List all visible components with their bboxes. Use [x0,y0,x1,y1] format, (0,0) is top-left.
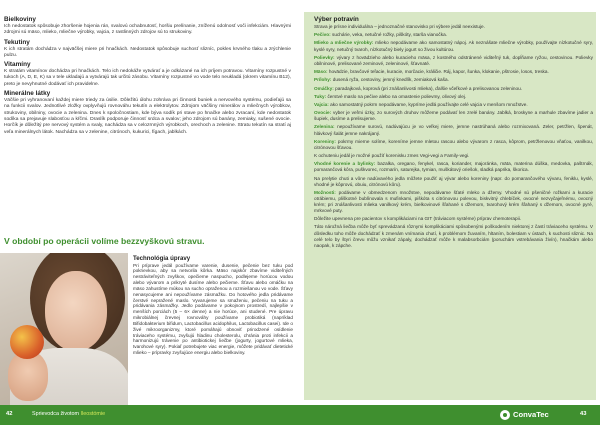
section-minerals [4,90,291,136]
right-footer [300,405,600,425]
food-item-text: nepoužívame surovú, nadúvajúcu je vo veľkej miere, jemne nastrúhaná alebo rozmixovaná. Zeler, petržlen, špenát, hlávkový šalát jemne nakrájaný. [314,124,593,136]
food-item [314,153,593,159]
section-title: Bielkoviny [4,16,36,23]
technology-column [133,255,293,356]
food-item-text: hovädzie, bravčové teľacie, kuracie, morčacie, králičie. Ráj, kapor, šunka, klokanie, pštrosie, losos, treska. [327,69,549,75]
left-text-column [4,14,291,137]
food-item [314,139,593,151]
food-item-text: vyber je veľmi úzky, zo surových druhov môžeme podávať len zrelé banány. Jablká, broskyne a marhule zbavíme jadier a šupiek, dusíme a prelisujeme. [314,110,593,122]
food-item [314,86,593,92]
food-item-text: K ochuteniu jedál je možné použiť korenisku zmes Vegi-vegi a Family-vegi. [314,153,470,159]
food-item-list [314,32,593,248]
food-item [314,176,593,188]
section-proteins [4,16,291,37]
section-text: K ich stratám dochádza v najväčšej miere pri hnačkách. Nedostatok spôsobuje suchosť slizníc, pokles krvného tlaku a zrýchlenie pulzu. [4,46,291,58]
food-item-text: paradajková, koprová (pri znášanlivosti mlieka), ďalšie včeľkové a prelisovanou zeleninou. [333,85,523,91]
food-item [314,69,593,75]
section-text: Väčšie pri vyhranovaní každej miere triedy za úsilie. Dôležitú úlohu zohráva pri činnosti buniek a nervového systému, podieľajú sa na funkcii svalov. Jednotlivé zložky ovplyvňujú rovnováhu tekutín a elektrolytov. Zdrojom väčšiny minerálov a mliečnych výrobkov, strukoviny, obilniny, ovocie a zelenina. Dnes k spoločnostiam, kde býva sodík pri stave po hnačke alebo zvracaní, kde nedostatok sodíka sa prejavuje slabosťou a kŕčmi. Draslík podporuje činnosť srdca a svalov; jeho zdrojom sú banány, zemiaky, sušené ovocie. Horčík je dôležitý pre nervový systém a svaly, nachádza sa v celozrnných výrobkoch, orechoch a zelenine. Stratu tekutín sa stratí aj veľa minerálnych látok. Nachádza sa v zelenine, citrónoch, kukurici, fígach, jablkách. [4,98,291,135]
food-item-text: vývary z hovädzieho alebo kuracieho mäsa, z kostného odstránené viditeľný tuk, dopĺňame ryžou, cestovinou. Polievky obilninové, prelisované zeminové, zeleninové, šťavnaté. [314,54,593,66]
technology-title: Technológia úpravy [133,255,191,262]
food-item-label: Koreniny: [314,138,336,144]
page-number: 42 [6,411,13,417]
section-title: Tekutiny [4,38,30,46]
food-item-label: Mäso: [314,69,328,75]
food-item-label: Zelenina: [314,124,335,130]
food-item [314,55,593,67]
food-item-label: Možnosti: [314,189,336,195]
food-item-text: čerstvé maslo na pečive alebo na omastenie polievmy, olivový olej. [326,93,467,99]
food-selection-title: Výber potravín [314,16,359,23]
food-item-label: Pečivo: [314,32,331,38]
food-item-text: Táto nárožná liečba môže byť sprevádzaná rôznymi komplikáciami spôsobenými poškodením niektorej z častí tráviaceho systému. V dôsledku toho môže dochádzať k zmenám vnímania chutí, k problémom žuvaním, hltaním, bolestiam v ústach, k suchosti sliznic. Na celé telo by štyri črevu môžu vznikať zápaly, dochádzať môže k malabsorbciám (poruchám vstrebávania živín), hnačkám alebo naopak, k zápche. [314,224,593,248]
section-title: Minerálne látky [4,90,51,98]
green-heading: V období po operácii volíme bezzvyškovú stravu. [4,236,205,246]
footer-accent-text: Ileostómie [80,411,106,417]
food-item-text: bazalka, oregano, fenykel, rasca, koriander, majoránka, mäta, materina dúška, medovka, paštrnák, pomarančová kôra, puškvorec, rozmarín, saturejka, tymian, muškátový oriešok, sladká paprika, škorica. [314,161,594,173]
food-item [314,94,593,100]
apple-icon [10,325,44,359]
convatec-logo: ConvaTec [513,410,549,419]
food-selection-intro: Strava je prísne individuálna – jednoznačné stanovisko pri výbere jedál neexistuje. [314,24,485,29]
woman-with-apple-photo [0,253,128,418]
technology-text: Pri príprave jedál používame varenie, dusenie, pečenie bez tuku pod pokrievkou, aby sa netvorila kôrka. Mäso najskôr zbavíme viditeľných nestráviteľných zvyškov, opečieme naspucho, podlejeme horúcou vodou alebo vývarom a prikryté dusíme alebo pečieme. Šťavu alebo omáčku na mäso zahustíme múkou na sucho opraženou a rozmiešanou vo vode. Šťavy nenasycujeme ani nepoužívame zásmažku. Do hotového jedla pridávame čerstvé nepražené maslo. Vyvarujeme sa smaženiu, pečeniu na tuku a pridávania zásmažky. Jedlo podávame v pokojnom prostredí, najlepšie v menších porciách (5 – 6× denne) a nie horúce, ani studené. Pre úpravu mikrobiálnej črevnej rovnováhy používame probiotiká (napríklad Bifidobakterium bifidum, Lactobacillus acidophilus, Lactobacillus casei). Ide o živé mikroorganizmy, ktoré pomáhajú obnoviť prirodzené osídlenie tráviaceho systému, zvyšujú hladinu cholesterolu, chránia proti infekcii a harmonizujú trávenie po antibiotickej liečbe (jogurty, jogurtové mlieka, tvarohové syry). Pokiaľ potrebujete viac energie, môžete pridávať dietetické mlieko – prípravky zvyšujúce energiu alebo bielkoviny. [133,262,293,356]
section-text: Ich nedostatok spôsobuje zhoršenie hojenia rán, svalovú ochabnutosť, horšiu prelínanie, zníženú odolnosť voči infekciám. Hlavnými zdrojmi sú mäso, mlieko, mliečne výrobky, vajcia, z rastlinných zdrojov sú to strukoviny. [4,24,291,36]
food-item [314,40,593,52]
section-title: Vitamíny [4,61,31,69]
food-item-text: Na prelytie chuti a vône nadúvavého jedla môžete použiť aj vývar alebo koreniny (napr. do pomarančového vývaru, feniklu, kyslé, vhodné je kôprovú, obuiu, citrónovú kôru). [314,175,593,187]
food-item-text: dusená ryža, cestoviny, jemný knedlík, zemiaková kaša. [331,77,449,83]
food-item [314,102,593,108]
food-item [314,216,593,222]
food-item [314,32,593,38]
food-item-label: Polievky: [314,54,335,60]
food-item-label: Omáčky: [314,85,334,91]
food-item-text: pokrmy mierne solíme, koreníme jemne mletou rascou alebo vývarom z rasca, kôprom, petržlenovou vňaťou, vanilkou, citrónovou šťavou. [314,138,593,150]
food-item-text: podávame v obmedzenom množstve, nepodávame šťaté mleko a džemy. Vhodné sú pšeničné rožkami a kuracie otrábiemu, pliškotné bublínovala s mufinkami, piškóta s citrónovou polevou, biskvitný chlebíček, ovocné nezvyčajeľnému, ovocný krém; pri znášanlivosti mlieka vanilkový krém, bielkovinové šľahané s džemom, tvarohový krém šľahaný s džemom, ovocné pyré, mrkvové puty. [314,189,593,213]
section-text: K stratám vitamínov dochádza pri hnačkách. Telo ich nedokáže vytvárať a je odkázané na ich príjem potravou. Vitamíny rozpustné v tukoch (A, D, E, K) sa v tele ukladajú a vytvárajú tak určitú zásobu. Vitamíny rozpustné vo vode telo neukladá (okrem vitamínu B12), preto je nevyhnutné dodávať ich pravidelne. [4,69,291,87]
food-item-label: Vajcia: [314,101,329,107]
food-item-text: mlieko nepodávame ako samostatný nápoj. Ak neznášate mliečne výrobky, používajte nízkotučné syry, kyslé syry, netučný tvaroh, nízkotučný biely jogurt so živou kultúrou. [314,40,593,52]
food-item [314,190,593,214]
food-item-label: Prílohy: [314,77,332,83]
footer-guide-text: Sprievodca životom [32,411,80,417]
right-page [300,0,600,425]
food-item-label: Tuky: [314,93,327,99]
food-item [314,161,593,173]
food-item-text: ako samostatný pokrm nepodávame, kypríme jedlá používajte celé vajcia v menšom množstve. [328,101,528,107]
section-vitamins [4,61,291,88]
section-fluids [4,39,291,60]
page-number: 43 [580,411,587,417]
food-item [314,110,593,122]
food-item-text: Dôležite upevnena pre pacientov s komplikáciami na GIT (tráviacom systéme) príprav chemoterapii. [314,216,522,222]
food-item-label: Mlieko a mliečne výrobky: [314,40,374,46]
footer-text [32,411,105,417]
right-text-column [314,16,593,251]
food-item [314,77,593,83]
photo-face [45,271,107,351]
left-footer [0,405,300,425]
food-item-text: suchárie, veka, netučné rožky, piškóty, starša vianočka. [330,32,447,38]
convatec-logo-icon [500,410,510,420]
food-item-label: Vhodné korenie a bylinky: [314,161,376,167]
food-item [314,124,593,136]
food-item [314,224,593,248]
food-item-label: Ovocie: [314,110,332,116]
